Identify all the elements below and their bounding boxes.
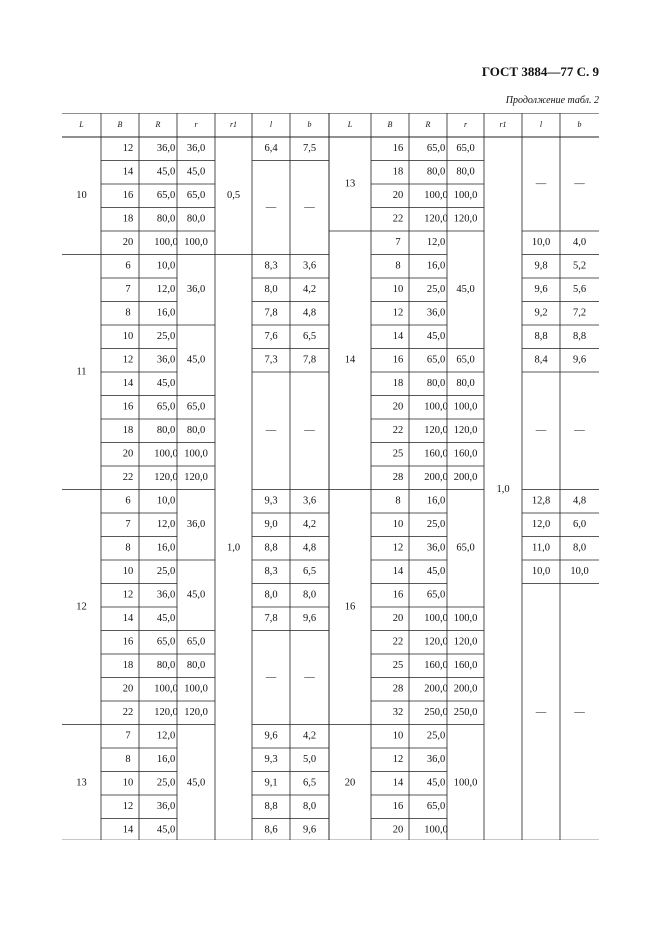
- right-b-cell: 25: [392, 660, 404, 672]
- left-b-cell: 9,6: [302, 613, 317, 625]
- right-b-cell: —: [574, 178, 585, 190]
- right-b-cell: 12: [392, 754, 404, 766]
- right-b-cell: 6,0: [572, 519, 587, 531]
- right-r-cell: 100,0: [453, 401, 478, 413]
- left-b-cell: —: [304, 671, 315, 683]
- right-b-cell: 22: [392, 636, 404, 648]
- left-r-cell: 65,0: [156, 190, 176, 202]
- right-r-cell: 120,0: [453, 425, 478, 437]
- left-b-cell: 14: [122, 824, 134, 836]
- right-r-cell: 45,0: [426, 566, 446, 578]
- right-l-cell: 16: [344, 601, 356, 613]
- left-b-cell: 6: [125, 495, 131, 507]
- left-l-cell: 13: [76, 777, 87, 789]
- left-l-cell: 8,0: [264, 589, 278, 601]
- right-l-cell: 20: [344, 777, 356, 789]
- right-b-cell: 25: [392, 448, 404, 460]
- left-b-cell: —: [304, 425, 315, 437]
- left-l-cell: 9,3: [264, 495, 278, 507]
- right-b-cell: 7,2: [572, 307, 587, 319]
- left-b-cell: 20: [122, 237, 134, 249]
- right-r-cell: 100,0: [453, 777, 478, 789]
- right-r-cell: 25,0: [426, 730, 446, 742]
- left-r-cell: 100,0: [184, 237, 208, 249]
- left-b-cell: 18: [122, 425, 134, 437]
- left-r-cell: 36,0: [156, 143, 176, 155]
- left-b-cell: 16: [122, 636, 134, 648]
- right-b-cell: 14: [392, 566, 404, 578]
- left-r-cell: 16,0: [156, 542, 176, 554]
- right-r-cell: 160,0: [424, 660, 448, 672]
- right-r-cell: 100,0: [424, 613, 448, 625]
- left-b-cell: 22: [122, 707, 134, 719]
- left-r-cell: 16,0: [156, 307, 176, 319]
- right-r-cell: 120,0: [424, 425, 448, 437]
- page-header: ГОСТ 3884—77 С. 9: [481, 64, 599, 79]
- column-header-r: r: [463, 119, 468, 129]
- right-r-cell: 45,0: [426, 331, 446, 343]
- right-l-cell: 8,8: [534, 331, 548, 343]
- left-b-cell: 8,0: [302, 589, 317, 601]
- left-b-cell: 22: [122, 472, 134, 484]
- right-r-cell: 160,0: [424, 448, 448, 460]
- left-b-cell: 7: [125, 284, 131, 296]
- right-r-cell: 16,0: [426, 495, 446, 507]
- left-r-cell: 36,0: [156, 354, 176, 366]
- left-r-cell: 10,0: [156, 495, 176, 507]
- left-r-cell: 25,0: [156, 566, 176, 578]
- right-r-cell: 65,0: [426, 354, 446, 366]
- right-l-cell: —: [535, 425, 547, 437]
- left-b-cell: 5,0: [302, 754, 317, 766]
- left-b-cell: 6,5: [302, 566, 317, 578]
- right-b-cell: 10: [392, 730, 404, 742]
- right-b-cell: 10: [392, 519, 404, 531]
- left-r-cell: 36,0: [156, 801, 176, 813]
- left-r-cell: 100,0: [154, 448, 178, 460]
- left-r-cell: 45,0: [186, 777, 206, 789]
- left-l-cell: 6,4: [264, 143, 278, 155]
- left-r-cell: 80,0: [186, 660, 206, 672]
- column-header-l: l: [539, 119, 543, 129]
- right-r-cell: 160,0: [453, 448, 478, 460]
- left-r-cell: 120,0: [184, 472, 208, 484]
- right-l-cell: —: [535, 707, 547, 719]
- left-l-cell: 8,6: [264, 824, 278, 836]
- left-r-cell: 45,0: [186, 354, 206, 366]
- left-r-cell: 36,0: [186, 284, 206, 296]
- right-r-cell: 120,0: [453, 636, 478, 648]
- left-b-cell: 20: [122, 448, 134, 460]
- right-l-cell: 9,8: [534, 260, 548, 272]
- left-r-cell: 45,0: [156, 613, 176, 625]
- left-l-cell: 10: [76, 190, 87, 202]
- right-b-cell: 20: [392, 824, 404, 836]
- right-b-cell: —: [574, 425, 585, 437]
- column-header-l: L: [347, 119, 353, 129]
- right-l-cell: 13: [344, 178, 356, 190]
- right-b-cell: 9,6: [572, 354, 587, 366]
- left-r-cell: 120,0: [154, 472, 178, 484]
- left-b-cell: 4,2: [302, 519, 317, 531]
- right-r-cell: 65,0: [426, 589, 446, 601]
- right-r-cell: 12,0: [426, 237, 446, 249]
- right-b-cell: 16: [392, 354, 404, 366]
- left-l-cell: 8,3: [264, 566, 278, 578]
- left-r1-cell: 0,5: [226, 190, 241, 202]
- left-b-cell: 7,5: [302, 143, 317, 155]
- right-b-cell: 28: [392, 472, 404, 484]
- right-r-cell: 250,0: [424, 707, 448, 719]
- left-r-cell: 65,0: [156, 636, 176, 648]
- left-r-cell: 80,0: [186, 425, 206, 437]
- left-b-cell: 6,5: [302, 331, 317, 343]
- left-r-cell: 65,0: [186, 636, 206, 648]
- right-b-cell: 16: [392, 589, 404, 601]
- right-r-cell: 120,0: [453, 213, 478, 225]
- right-r-cell: 25,0: [426, 519, 446, 531]
- right-b-cell: 20: [392, 613, 404, 625]
- left-b-cell: 16: [122, 190, 134, 202]
- left-b-cell: 9,6: [302, 824, 317, 836]
- right-r-cell: 120,0: [424, 636, 448, 648]
- left-l-cell: 7,3: [264, 354, 278, 366]
- table-continuation-caption: Продолжение табл. 2: [505, 95, 599, 106]
- right-b-cell: 8,0: [572, 542, 587, 554]
- left-r-cell: 100,0: [154, 237, 178, 249]
- right-r-cell: 45,0: [456, 284, 475, 296]
- left-r-cell: 12,0: [156, 730, 176, 742]
- right-r-cell: 65,0: [456, 354, 475, 366]
- right-b-cell: 10,0: [570, 566, 589, 578]
- left-r-cell: 25,0: [156, 777, 176, 789]
- right-r-cell: 200,0: [424, 683, 448, 695]
- right-r-cell: 100,0: [424, 190, 448, 202]
- left-b-cell: 16: [122, 401, 134, 413]
- right-l-cell: 12,0: [531, 519, 551, 531]
- left-b-cell: 14: [122, 613, 134, 625]
- left-l-cell: 8,3: [264, 260, 278, 272]
- left-b-cell: 14: [122, 378, 134, 390]
- right-l-cell: —: [535, 178, 547, 190]
- right-r-cell: 100,0: [424, 401, 448, 413]
- left-r-cell: 45,0: [156, 824, 176, 836]
- right-r-cell: 65,0: [426, 801, 446, 813]
- left-l-cell: 8,8: [264, 542, 278, 554]
- left-b-cell: 8: [125, 307, 131, 319]
- right-r-cell: 160,0: [453, 660, 478, 672]
- column-header-b: B: [387, 119, 393, 129]
- left-l-cell: —: [265, 425, 277, 437]
- left-b-cell: 12: [122, 143, 134, 155]
- left-l-cell: 7,8: [264, 613, 278, 625]
- left-b-cell: 10: [122, 566, 134, 578]
- left-r-cell: 45,0: [156, 166, 176, 178]
- left-l-cell: 9,6: [264, 730, 278, 742]
- right-r-cell: 45,0: [426, 777, 446, 789]
- right-l-cell: 10,0: [531, 237, 551, 249]
- left-b-cell: 18: [122, 213, 134, 225]
- right-r-cell: 100,0: [453, 190, 478, 202]
- left-r-cell: 25,0: [156, 331, 176, 343]
- left-r-cell: 12,0: [156, 284, 176, 296]
- right-b-cell: 10: [392, 284, 404, 296]
- column-header-l: L: [79, 119, 84, 129]
- column-header-b: B: [117, 119, 123, 129]
- right-b-cell: 12: [392, 307, 404, 319]
- left-b-cell: 12: [122, 354, 134, 366]
- left-b-cell: 6: [125, 260, 131, 272]
- right-r-cell: 100,0: [453, 613, 478, 625]
- right-b-cell: 32: [392, 707, 404, 719]
- left-r-cell: 36,0: [186, 519, 206, 531]
- right-r-cell: 80,0: [426, 378, 446, 390]
- left-r-cell: 65,0: [186, 401, 206, 413]
- left-r-cell: 80,0: [156, 425, 176, 437]
- right-r-cell: 65,0: [456, 143, 475, 155]
- dimensions-table: [62, 113, 599, 840]
- right-b-cell: 7: [395, 237, 401, 249]
- right-b-cell: 4,0: [572, 237, 587, 249]
- column-header-r1: r1: [229, 119, 238, 129]
- right-l-cell: 11,0: [532, 542, 550, 554]
- left-l-cell: —: [265, 201, 277, 213]
- left-l-cell: 9,3: [264, 754, 278, 766]
- right-b-cell: 8: [395, 495, 401, 507]
- left-r-cell: 65,0: [186, 190, 206, 202]
- column-header-r: R: [425, 119, 431, 129]
- column-header-r1: r1: [499, 119, 507, 129]
- right-b-cell: 20: [392, 401, 404, 413]
- left-b-cell: 8: [125, 542, 131, 554]
- left-r-cell: 36,0: [186, 143, 206, 155]
- left-b-cell: 3,6: [302, 495, 317, 507]
- right-r-cell: 65,0: [426, 143, 446, 155]
- dimensions-table-grid: [62, 113, 599, 840]
- right-b-cell: 12: [392, 542, 404, 554]
- right-b-cell: 16: [392, 143, 404, 155]
- right-r-cell: 65,0: [456, 542, 475, 554]
- right-r-cell: 36,0: [426, 542, 446, 554]
- right-r-cell: 25,0: [426, 284, 446, 296]
- right-b-cell: 14: [392, 777, 404, 789]
- right-b-cell: 8,8: [572, 331, 587, 343]
- right-l-cell: 9,2: [534, 307, 548, 319]
- left-l-cell: 9,0: [264, 519, 278, 531]
- right-b-cell: 14: [392, 331, 404, 343]
- right-l-cell: 8,4: [534, 354, 548, 366]
- right-l-cell: 14: [344, 354, 356, 366]
- column-header-r: r: [194, 119, 198, 129]
- left-l-cell: 8,0: [264, 284, 278, 296]
- right-b-cell: 18: [392, 166, 404, 178]
- left-l-cell: 7,8: [264, 307, 278, 319]
- column-header-l: l: [269, 119, 273, 129]
- left-b-cell: 7: [125, 519, 131, 531]
- right-r-cell: 80,0: [456, 378, 475, 390]
- left-b-cell: 10: [122, 331, 134, 343]
- left-b-cell: 4,8: [302, 307, 317, 319]
- column-header-b: b: [307, 119, 312, 129]
- right-b-cell: 18: [392, 378, 404, 390]
- left-l-cell: 8,8: [264, 801, 278, 813]
- left-b-cell: 6,5: [302, 777, 317, 789]
- right-r-cell: 16,0: [426, 260, 446, 272]
- right-l-cell: 10,0: [531, 566, 551, 578]
- right-l-cell: 12,8: [531, 495, 551, 507]
- right-l-cell: 9,6: [534, 284, 548, 296]
- left-r-cell: 80,0: [156, 213, 176, 225]
- left-r-cell: 100,0: [184, 683, 208, 695]
- left-r-cell: 12,0: [156, 519, 176, 531]
- left-r-cell: 45,0: [186, 166, 206, 178]
- left-r-cell: 45,0: [156, 378, 176, 390]
- right-b-cell: 20: [392, 190, 404, 202]
- right-r-cell: 100,0: [424, 824, 448, 836]
- left-b-cell: 12: [122, 589, 134, 601]
- column-header-b: b: [577, 119, 582, 129]
- right-b-cell: 28: [392, 683, 404, 695]
- right-r-cell: 200,0: [453, 683, 478, 695]
- right-b-cell: 22: [392, 425, 404, 437]
- left-b-cell: 4,8: [302, 542, 317, 554]
- right-r-cell: 120,0: [424, 213, 448, 225]
- left-b-cell: 3,6: [302, 260, 317, 272]
- left-r-cell: 45,0: [186, 589, 206, 601]
- right-r-cell: 200,0: [453, 472, 478, 484]
- right-r1-cell: 1,0: [496, 483, 510, 495]
- left-b-cell: 10: [122, 777, 134, 789]
- left-l-cell: —: [265, 671, 277, 683]
- right-b-cell: 16: [392, 801, 404, 813]
- left-l-cell: 9,1: [264, 777, 278, 789]
- right-r-cell: 80,0: [456, 166, 475, 178]
- right-r-cell: 80,0: [426, 166, 446, 178]
- left-r-cell: 100,0: [154, 683, 178, 695]
- left-b-cell: —: [304, 201, 315, 213]
- left-b-cell: 20: [122, 683, 134, 695]
- left-b-cell: 12: [122, 801, 134, 813]
- left-b-cell: 7,8: [302, 354, 317, 366]
- left-b-cell: 8,0: [302, 801, 317, 813]
- right-b-cell: —: [574, 707, 585, 719]
- right-b-cell: 8: [395, 260, 401, 272]
- left-b-cell: 7: [125, 730, 131, 742]
- left-r-cell: 16,0: [156, 754, 176, 766]
- left-r-cell: 100,0: [184, 448, 208, 460]
- left-l-cell: 12: [76, 601, 87, 613]
- right-r-cell: 36,0: [426, 307, 446, 319]
- left-r-cell: 120,0: [184, 707, 208, 719]
- left-b-cell: 4,2: [302, 284, 317, 296]
- left-r-cell: 65,0: [156, 401, 176, 413]
- right-b-cell: 5,6: [572, 284, 587, 296]
- left-r-cell: 120,0: [154, 707, 178, 719]
- left-b-cell: 18: [122, 660, 134, 672]
- left-r-cell: 80,0: [156, 660, 176, 672]
- left-r-cell: 36,0: [156, 589, 176, 601]
- right-r-cell: 36,0: [426, 754, 446, 766]
- right-r-cell: 200,0: [424, 472, 448, 484]
- right-b-cell: 5,2: [572, 260, 587, 272]
- left-b-cell: 14: [122, 166, 134, 178]
- column-header-r: R: [155, 119, 161, 129]
- right-b-cell: 4,8: [572, 495, 587, 507]
- left-b-cell: 4,2: [302, 730, 317, 742]
- left-r-cell: 10,0: [156, 260, 176, 272]
- left-b-cell: 8: [125, 754, 131, 766]
- left-r1-cell: 1,0: [226, 542, 241, 554]
- left-r-cell: 80,0: [186, 213, 206, 225]
- right-r-cell: 250,0: [453, 707, 478, 719]
- right-b-cell: 22: [392, 213, 404, 225]
- left-l-cell: 11: [76, 366, 87, 378]
- left-l-cell: 7,6: [264, 331, 278, 343]
